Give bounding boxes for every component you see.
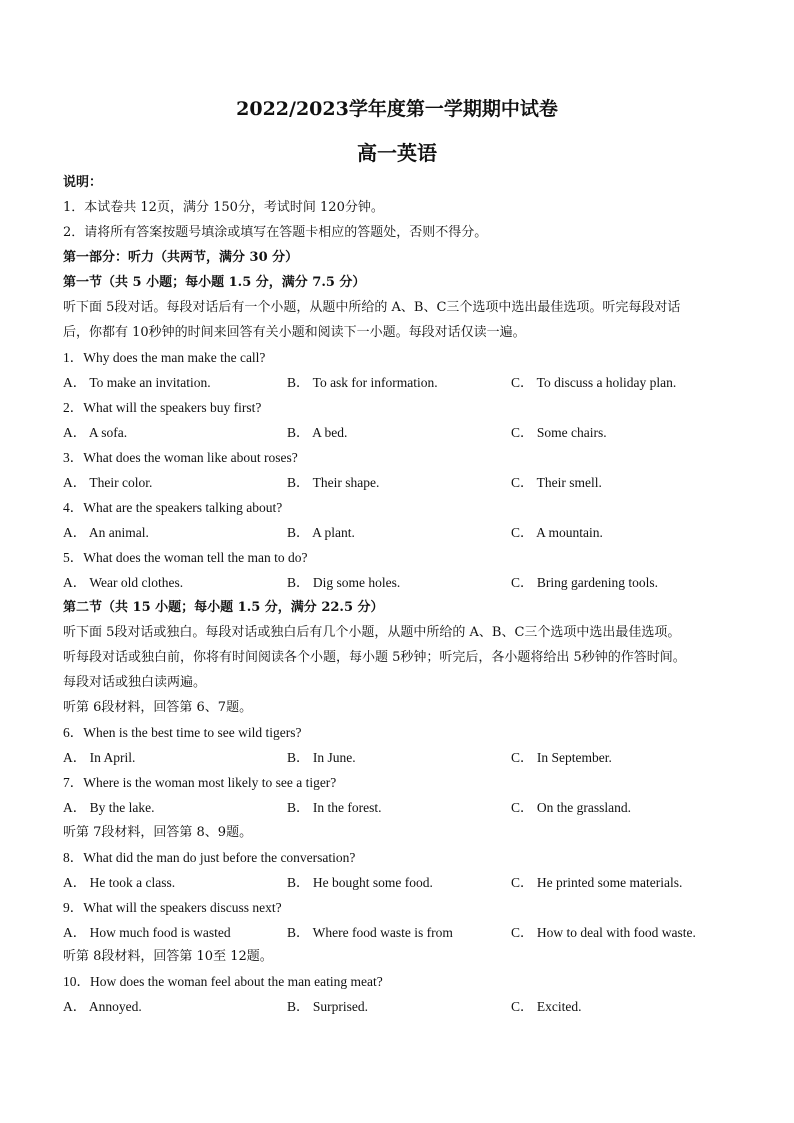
option-c: C． Excited. [511,999,582,1014]
section-directions: 后，你都有 10秒钟的时间来回答有关小题和阅读下一小题。每段对话仅读一遍。 [63,325,526,340]
option-b: B． He bought some food. [287,875,433,890]
option-b: B． In June. [287,750,356,765]
section-title: 第二节（共 15 小题；每小题 1.5 分，满分 22.5 分） [63,600,384,615]
exam-title: 2022/2023学年度第一学期期中试卷 [236,98,558,120]
option-c: C． On the grassland. [511,800,631,815]
option-a: A． By the lake. [63,800,155,815]
option-b: B． Surprised. [287,999,368,1014]
question-stem: 2．What will the speakers buy first? [63,400,262,415]
material-note: 听第 8段材料，回答第 10至 12题。 [63,949,273,964]
option-c: C． In September. [511,750,612,765]
question-stem: 5．What does the woman tell the man to do? [63,550,308,565]
option-a: A． Annoyed. [63,999,142,1014]
question-stem: 3．What does the woman like about roses? [63,450,298,465]
question-stem: 9．What will the speakers discuss next? [63,900,282,915]
exam-subject: 高一英语 [357,141,437,165]
option-a: A． Wear old clothes. [63,575,184,590]
option-a: A． He took a class. [63,875,176,890]
option-b: B． In the forest. [287,800,382,815]
section-directions: 听下面 5段对话。每段对话后有一个小题，从题中所给的 A、B、C三个选项中选出最佳选项。听完每段对话 [63,300,681,315]
option-a: A． How much food is wasted [63,925,231,940]
option-b: B． Where food waste is from [287,925,453,940]
option-b: B． Their shape. [287,475,380,490]
instruction-item: 2．请将所有答案按题号填涂或填写在答题卡相应的答题处，否则不得分。 [63,225,488,240]
option-b: B． A plant. [287,525,355,540]
section-directions: 听下面 5段对话或独白。每段对话或独白后有几个小题，从题中所给的 A、B、C三个选项中选出最佳选项。 [63,625,681,640]
option-c: C． Some chairs. [511,425,607,440]
option-c: C． To discuss a holiday plan. [511,375,677,390]
option-a: A． In April. [63,750,136,765]
option-c: C． He printed some materials. [511,875,683,890]
question-stem: 8．What did the man do just before the conversation? [63,850,356,865]
option-b: B． A bed. [287,425,348,440]
option-c: C． Their smell. [511,475,602,490]
option-a: A． A sofa. [63,425,128,440]
section-directions: 听每段对话或独白前，你将有时间阅读各个小题，每小题 5秒钟；听完后，各小题将给出 5秒钟的作答时间。 [63,650,686,665]
section-title: 第一节（共 5 小题；每小题 1.5 分，满分 7.5 分） [63,275,366,290]
question-stem: 7．Where is the woman most likely to see a tiger? [63,775,337,790]
option-c: C． Bring gardening tools. [511,575,658,590]
option-c: C． How to deal with food waste. [511,925,696,940]
option-a: A． Their color. [63,475,153,490]
section-directions: 每段对话或独白读两遍。 [63,675,207,690]
instruction-item: 1．本试卷共 12页，满分 150分，考试时间 120分钟。 [63,200,384,215]
option-c: C． A mountain. [511,525,603,540]
option-b: B． Dig some holes. [287,575,401,590]
question-stem: 4．What are the speakers talking about? [63,500,283,515]
option-a: A． To make an invitation. [63,375,211,390]
question-stem: 6．When is the best time to see wild tigers? [63,725,302,740]
instructions-label: 说明： [63,175,103,190]
part-title: 第一部分：听力（共两节，满分 30 分） [63,250,299,265]
question-stem: 10．How does the woman feel about the man eating meat? [63,974,383,989]
material-note: 听第 6段材料，回答第 6、7题。 [63,700,253,715]
option-b: B． To ask for information. [287,375,438,390]
option-a: A． An animal. [63,525,149,540]
question-stem: 1．Why does the man make the call? [63,350,266,365]
material-note: 听第 7段材料，回答第 8、9题。 [63,825,253,840]
